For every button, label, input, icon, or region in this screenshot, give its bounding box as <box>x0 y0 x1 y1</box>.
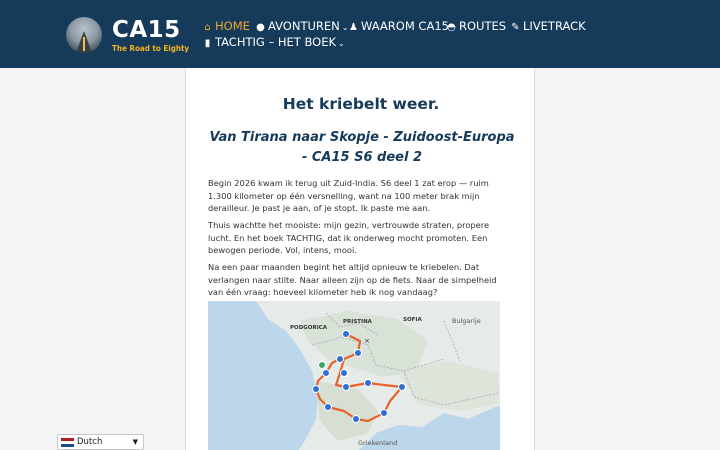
nav-label: TACHTIG – HET BOEK <box>215 35 337 49</box>
logo-title: CA15 <box>112 17 181 43</box>
nav-item-routes[interactable] <box>446 18 506 36</box>
map-label: SOFIA <box>403 317 422 323</box>
article-container <box>185 68 535 450</box>
page-title: Het kriebelt weer. <box>282 95 440 113</box>
map-label: PODGORICA <box>290 325 328 331</box>
nav-item-livetrack[interactable] <box>510 18 586 36</box>
language-label: Dutch <box>77 437 103 447</box>
main-nav <box>202 18 622 58</box>
paragraph: Begin 2026 kwam ik terug uit Zuid-India. S6 deel 1 zat erop — ruim 1.300 kilometer op één versnelling, want na 100 meter brak mijn derailleur. Je past je aan, of je stopt. Ik paste me aan. <box>208 178 489 213</box>
paragraph: Na een paar maanden begint het altijd opnieuw te kriebelen. Dat verlangen naar stilte. Naar alleen zijn op de fiets. Naar de simpelheid van één vraag: hoeveel kilometer heb ik nog vandaag? <box>208 262 497 297</box>
nav-label: ROUTES <box>459 19 507 33</box>
language-selector[interactable] <box>57 434 144 450</box>
logo-road-image <box>66 17 102 53</box>
article-subtitle: Van Tirana naar Skopje - Zuidoost-Europa - CA15 S6 deel 2 <box>209 130 515 165</box>
route-map[interactable] <box>208 301 500 450</box>
nav-label: LIVETRACK <box>523 19 586 33</box>
site-header <box>0 0 720 68</box>
car-icon: ◓ <box>447 22 456 33</box>
home-icon: ⌂ <box>204 22 211 33</box>
nav-label: HOME <box>215 19 250 33</box>
nav-label: AVONTUREN <box>268 19 340 33</box>
chevron-down-icon: ▼ <box>132 438 138 446</box>
netherlands-flag-icon <box>61 438 74 447</box>
person-icon: ♟ <box>349 22 358 33</box>
book-icon: ▮ <box>204 38 211 49</box>
nav-item-waarom[interactable] <box>348 18 449 36</box>
site-logo[interactable] <box>66 17 190 55</box>
nav-item-boek[interactable] <box>202 34 345 52</box>
nav-label: WAAROM CA15 <box>361 19 449 33</box>
paragraph: Thuis wachtte het mooiste: mijn gezin, vertrouwde straten, propere lucht. En het boek TACHTIG, dat ik onderweg mocht promoten. Een bewogen periode. Vol, intens, mooi. <box>208 220 490 255</box>
map-label: PRISTINA <box>343 319 372 325</box>
route-map-svg <box>208 301 500 450</box>
map-label: Bulgarije <box>452 317 481 325</box>
chevron-down-icon: ⌄ <box>341 23 349 32</box>
globe-icon: ● <box>256 22 265 33</box>
map-label: Griekenland <box>358 439 398 447</box>
logo-subtitle: The Road to Eighty <box>112 44 190 53</box>
pin-icon: ✎ <box>511 22 520 33</box>
chevron-down-icon: ⌄ <box>338 39 345 48</box>
svg-text:×: × <box>364 337 370 345</box>
